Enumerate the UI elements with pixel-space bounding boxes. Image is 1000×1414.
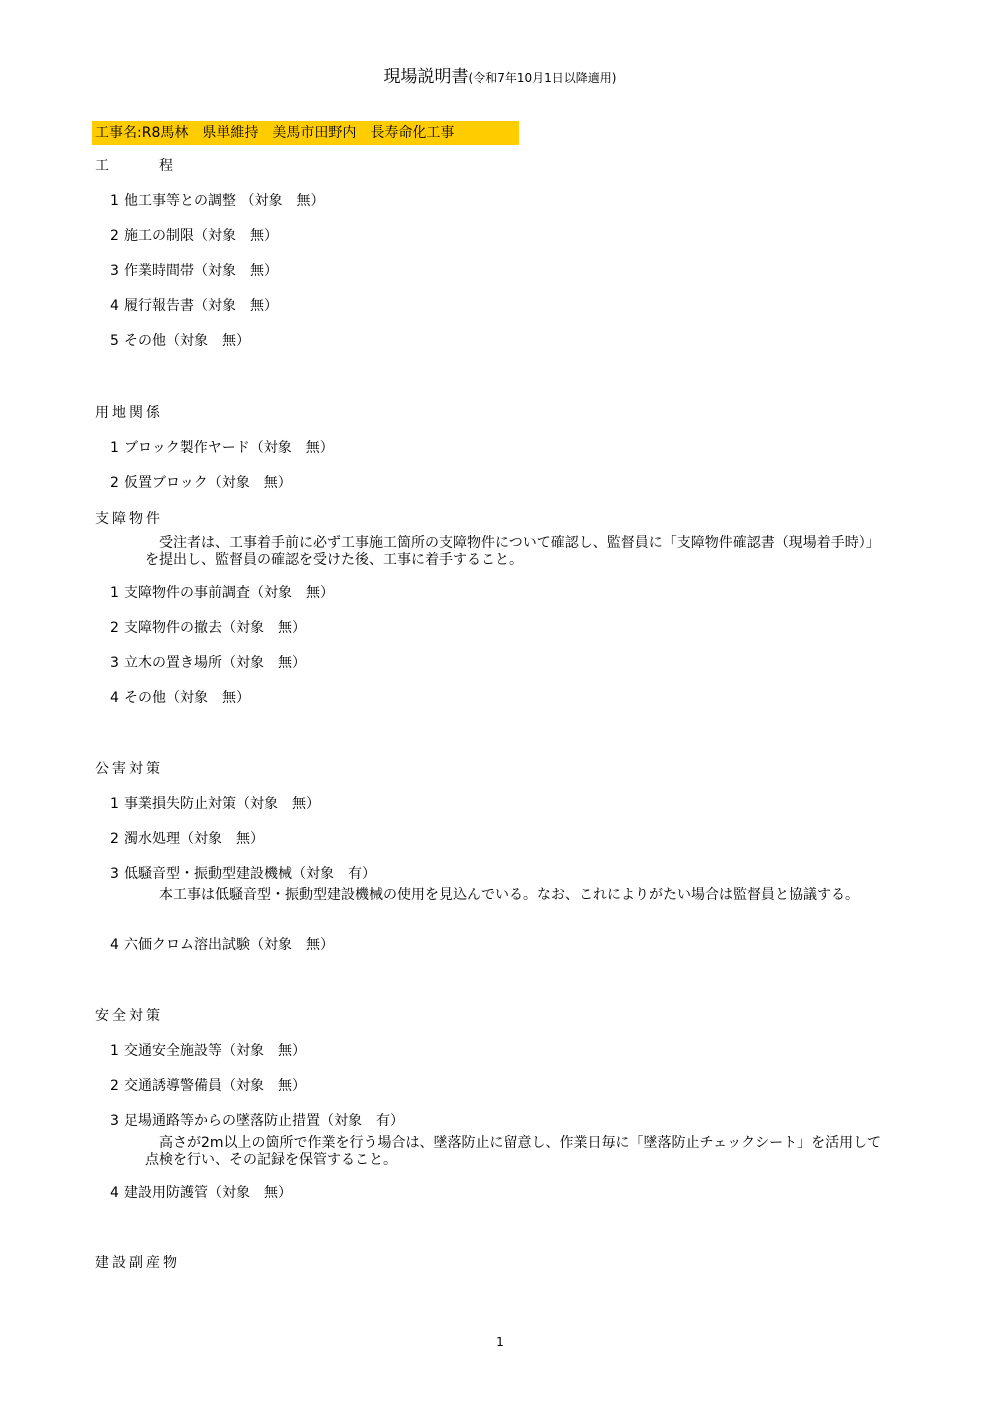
item-note-paragraph: 高さが2m以上の箇所で作業を行う場合は、墜落防止に留意し、作業日毎に「墜落防止チェックシート」を活用して点検を行い、その記録を保管すること。 bbox=[145, 1135, 882, 1168]
section-heading-kensetsu: 建設副産物 bbox=[95, 1255, 180, 1271]
title-main: 現場説明書 bbox=[383, 67, 469, 87]
section-heading-shishou: 支障物件 bbox=[95, 511, 163, 527]
list-item: 3 立木の置き場所（対象 無） bbox=[110, 655, 306, 671]
list-item: 2 仮置ブロック（対象 無） bbox=[110, 475, 292, 491]
list-item: 2 施工の制限（対象 無） bbox=[110, 228, 278, 244]
section-heading-anzen: 安全対策 bbox=[95, 1008, 163, 1024]
list-item: 2 濁水処理（対象 無） bbox=[110, 831, 264, 847]
list-item: 4 その他（対象 無） bbox=[110, 690, 250, 706]
section-intro-paragraph: 受注者は、工事着手前に必ず工事施工箇所の支障物件について確認し、監督員に「支障物件確認書（現場着手時）」を提出し、監督員の確認を受けた後、工事に着手すること。 bbox=[145, 535, 880, 568]
page-number: 1 bbox=[496, 1335, 504, 1349]
list-item: 1 他工事等との調整 （対象 無） bbox=[110, 193, 325, 209]
list-item: 2 交通誘導警備員（対象 無） bbox=[110, 1078, 306, 1094]
list-item: 4 建設用防護管（対象 無） bbox=[110, 1185, 292, 1201]
title-applicability: (令和7年10月1日以降適用) bbox=[468, 71, 617, 85]
document-title bbox=[0, 62, 1000, 87]
list-item: 3 足場通路等からの墜落防止措置（対象 有） bbox=[110, 1113, 404, 1129]
list-item: 1 ブロック製作ヤード（対象 無） bbox=[110, 440, 334, 456]
list-item: 1 交通安全施設等（対象 無） bbox=[110, 1043, 306, 1059]
list-item: 2 支障物件の撤去（対象 無） bbox=[110, 620, 306, 636]
item-note-paragraph: 本工事は低騒音型・振動型建設機械の使用を見込んでいる。なお、これによりがたい場合は監督員と協議する。 bbox=[159, 887, 859, 903]
project-name-banner: 工事名:R8馬林 県単維持 美馬市田野内 長寿命化工事 bbox=[92, 121, 519, 145]
section-heading-youchi: 用地関係 bbox=[95, 405, 163, 421]
list-item: 4 六価クロム溶出試験（対象 無） bbox=[110, 937, 334, 953]
list-item: 4 履行報告書（対象 無） bbox=[110, 298, 278, 314]
list-item: 3 作業時間帯（対象 無） bbox=[110, 263, 278, 279]
list-item: 5 その他（対象 無） bbox=[110, 333, 250, 349]
list-item: 1 支障物件の事前調査（対象 無） bbox=[110, 585, 334, 601]
section-heading-koutei: 工 程 bbox=[95, 158, 191, 174]
section-heading-kougai: 公害対策 bbox=[95, 761, 163, 777]
list-item: 1 事業損失防止対策（対象 無） bbox=[110, 796, 320, 812]
list-item: 3 低騒音型・振動型建設機械（対象 有） bbox=[110, 866, 376, 882]
